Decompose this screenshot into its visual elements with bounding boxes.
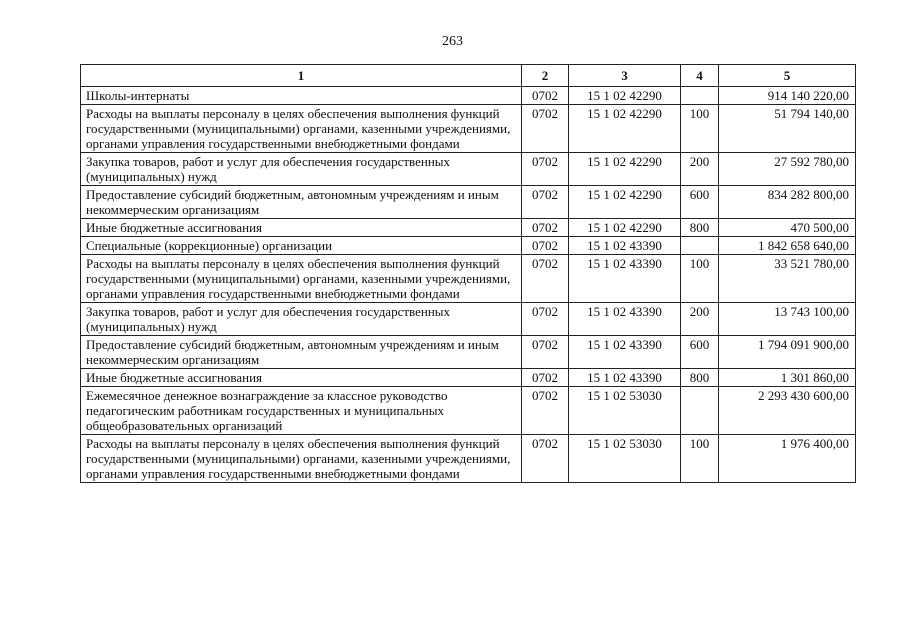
table-row (81, 336, 856, 369)
cell-type: 800 (681, 219, 719, 237)
cell-name: Закупка товаров, работ и услуг для обеспечения государственных (муниципальных) нужд (81, 153, 522, 186)
column-header-amount: 5 (719, 65, 856, 87)
cell-section: 0702 (522, 369, 569, 387)
cell-section: 0702 (522, 153, 569, 186)
table-row (81, 153, 856, 186)
cell-amount: 1 842 658 640,00 (719, 237, 856, 255)
cell-type: 100 (681, 105, 719, 153)
cell-amount: 470 500,00 (719, 219, 856, 237)
cell-name: Школы-интернаты (81, 87, 522, 105)
cell-name: Иные бюджетные ассигнования (81, 219, 522, 237)
cell-amount: 2 293 430 600,00 (719, 387, 856, 435)
cell-amount: 1 301 860,00 (719, 369, 856, 387)
cell-name: Расходы на выплаты персоналу в целях обеспечения выполнения функций государственными (муниципальными) органами, казенными учреждениями, органами управления государственными внебюджетными фондами (81, 435, 522, 483)
cell-name: Расходы на выплаты персоналу в целях обеспечения выполнения функций государственными (муниципальными) органами, казенными учреждениями, органами управления государственными внебюджетными фондами (81, 255, 522, 303)
cell-section: 0702 (522, 87, 569, 105)
cell-type (681, 387, 719, 435)
cell-name: Предоставление субсидий бюджетным, автономным учреждениям и иным некоммерческим организациям (81, 186, 522, 219)
cell-target: 15 1 02 43390 (569, 336, 681, 369)
table-row (81, 387, 856, 435)
column-header-type: 4 (681, 65, 719, 87)
cell-section: 0702 (522, 336, 569, 369)
table-row (81, 219, 856, 237)
cell-name: Закупка товаров, работ и услуг для обеспечения государственных (муниципальных) нужд (81, 303, 522, 336)
column-header-name: 1 (81, 65, 522, 87)
cell-section: 0702 (522, 219, 569, 237)
cell-amount: 33 521 780,00 (719, 255, 856, 303)
cell-type: 600 (681, 336, 719, 369)
cell-section: 0702 (522, 303, 569, 336)
cell-type: 200 (681, 303, 719, 336)
cell-type (681, 87, 719, 105)
page-number: 263 (442, 34, 463, 49)
cell-section: 0702 (522, 237, 569, 255)
cell-name: Предоставление субсидий бюджетным, автономным учреждениям и иным некоммерческим организациям (81, 336, 522, 369)
table-row (81, 87, 856, 105)
cell-amount: 51 794 140,00 (719, 105, 856, 153)
table-row (81, 237, 856, 255)
cell-target: 15 1 02 43390 (569, 255, 681, 303)
cell-amount: 1 976 400,00 (719, 435, 856, 483)
cell-section: 0702 (522, 435, 569, 483)
cell-target: 15 1 02 53030 (569, 387, 681, 435)
table-header-row (81, 65, 856, 87)
cell-type: 600 (681, 186, 719, 219)
cell-type: 200 (681, 153, 719, 186)
cell-target: 15 1 02 43390 (569, 237, 681, 255)
cell-section: 0702 (522, 387, 569, 435)
table-row (81, 255, 856, 303)
cell-target: 15 1 02 42290 (569, 105, 681, 153)
cell-target: 15 1 02 42290 (569, 87, 681, 105)
cell-target: 15 1 02 42290 (569, 186, 681, 219)
cell-target: 15 1 02 42290 (569, 219, 681, 237)
cell-amount: 1 794 091 900,00 (719, 336, 856, 369)
cell-name: Ежемесячное денежное вознаграждение за классное руководство педагогическим работникам государственных и муниципальных общеобразовательных организаций (81, 387, 522, 435)
table-row (81, 186, 856, 219)
column-header-section: 2 (522, 65, 569, 87)
cell-target: 15 1 02 42290 (569, 153, 681, 186)
cell-target: 15 1 02 43390 (569, 369, 681, 387)
table-row (81, 105, 856, 153)
table-row (81, 303, 856, 336)
cell-name: Расходы на выплаты персоналу в целях обеспечения выполнения функций государственными (муниципальными) органами, казенными учреждениями, органами управления государственными внебюджетными фондами (81, 105, 522, 153)
cell-type: 800 (681, 369, 719, 387)
cell-amount: 27 592 780,00 (719, 153, 856, 186)
table-row (81, 369, 856, 387)
cell-amount: 914 140 220,00 (719, 87, 856, 105)
cell-section: 0702 (522, 255, 569, 303)
cell-name: Иные бюджетные ассигнования (81, 369, 522, 387)
cell-amount: 834 282 800,00 (719, 186, 856, 219)
cell-type (681, 237, 719, 255)
cell-section: 0702 (522, 186, 569, 219)
cell-section: 0702 (522, 105, 569, 153)
cell-type: 100 (681, 255, 719, 303)
cell-target: 15 1 02 53030 (569, 435, 681, 483)
table-row (81, 435, 856, 483)
budget-table (80, 64, 856, 483)
cell-type: 100 (681, 435, 719, 483)
cell-name: Специальные (коррекционные) организации (81, 237, 522, 255)
cell-amount: 13 743 100,00 (719, 303, 856, 336)
cell-target: 15 1 02 43390 (569, 303, 681, 336)
column-header-target: 3 (569, 65, 681, 87)
